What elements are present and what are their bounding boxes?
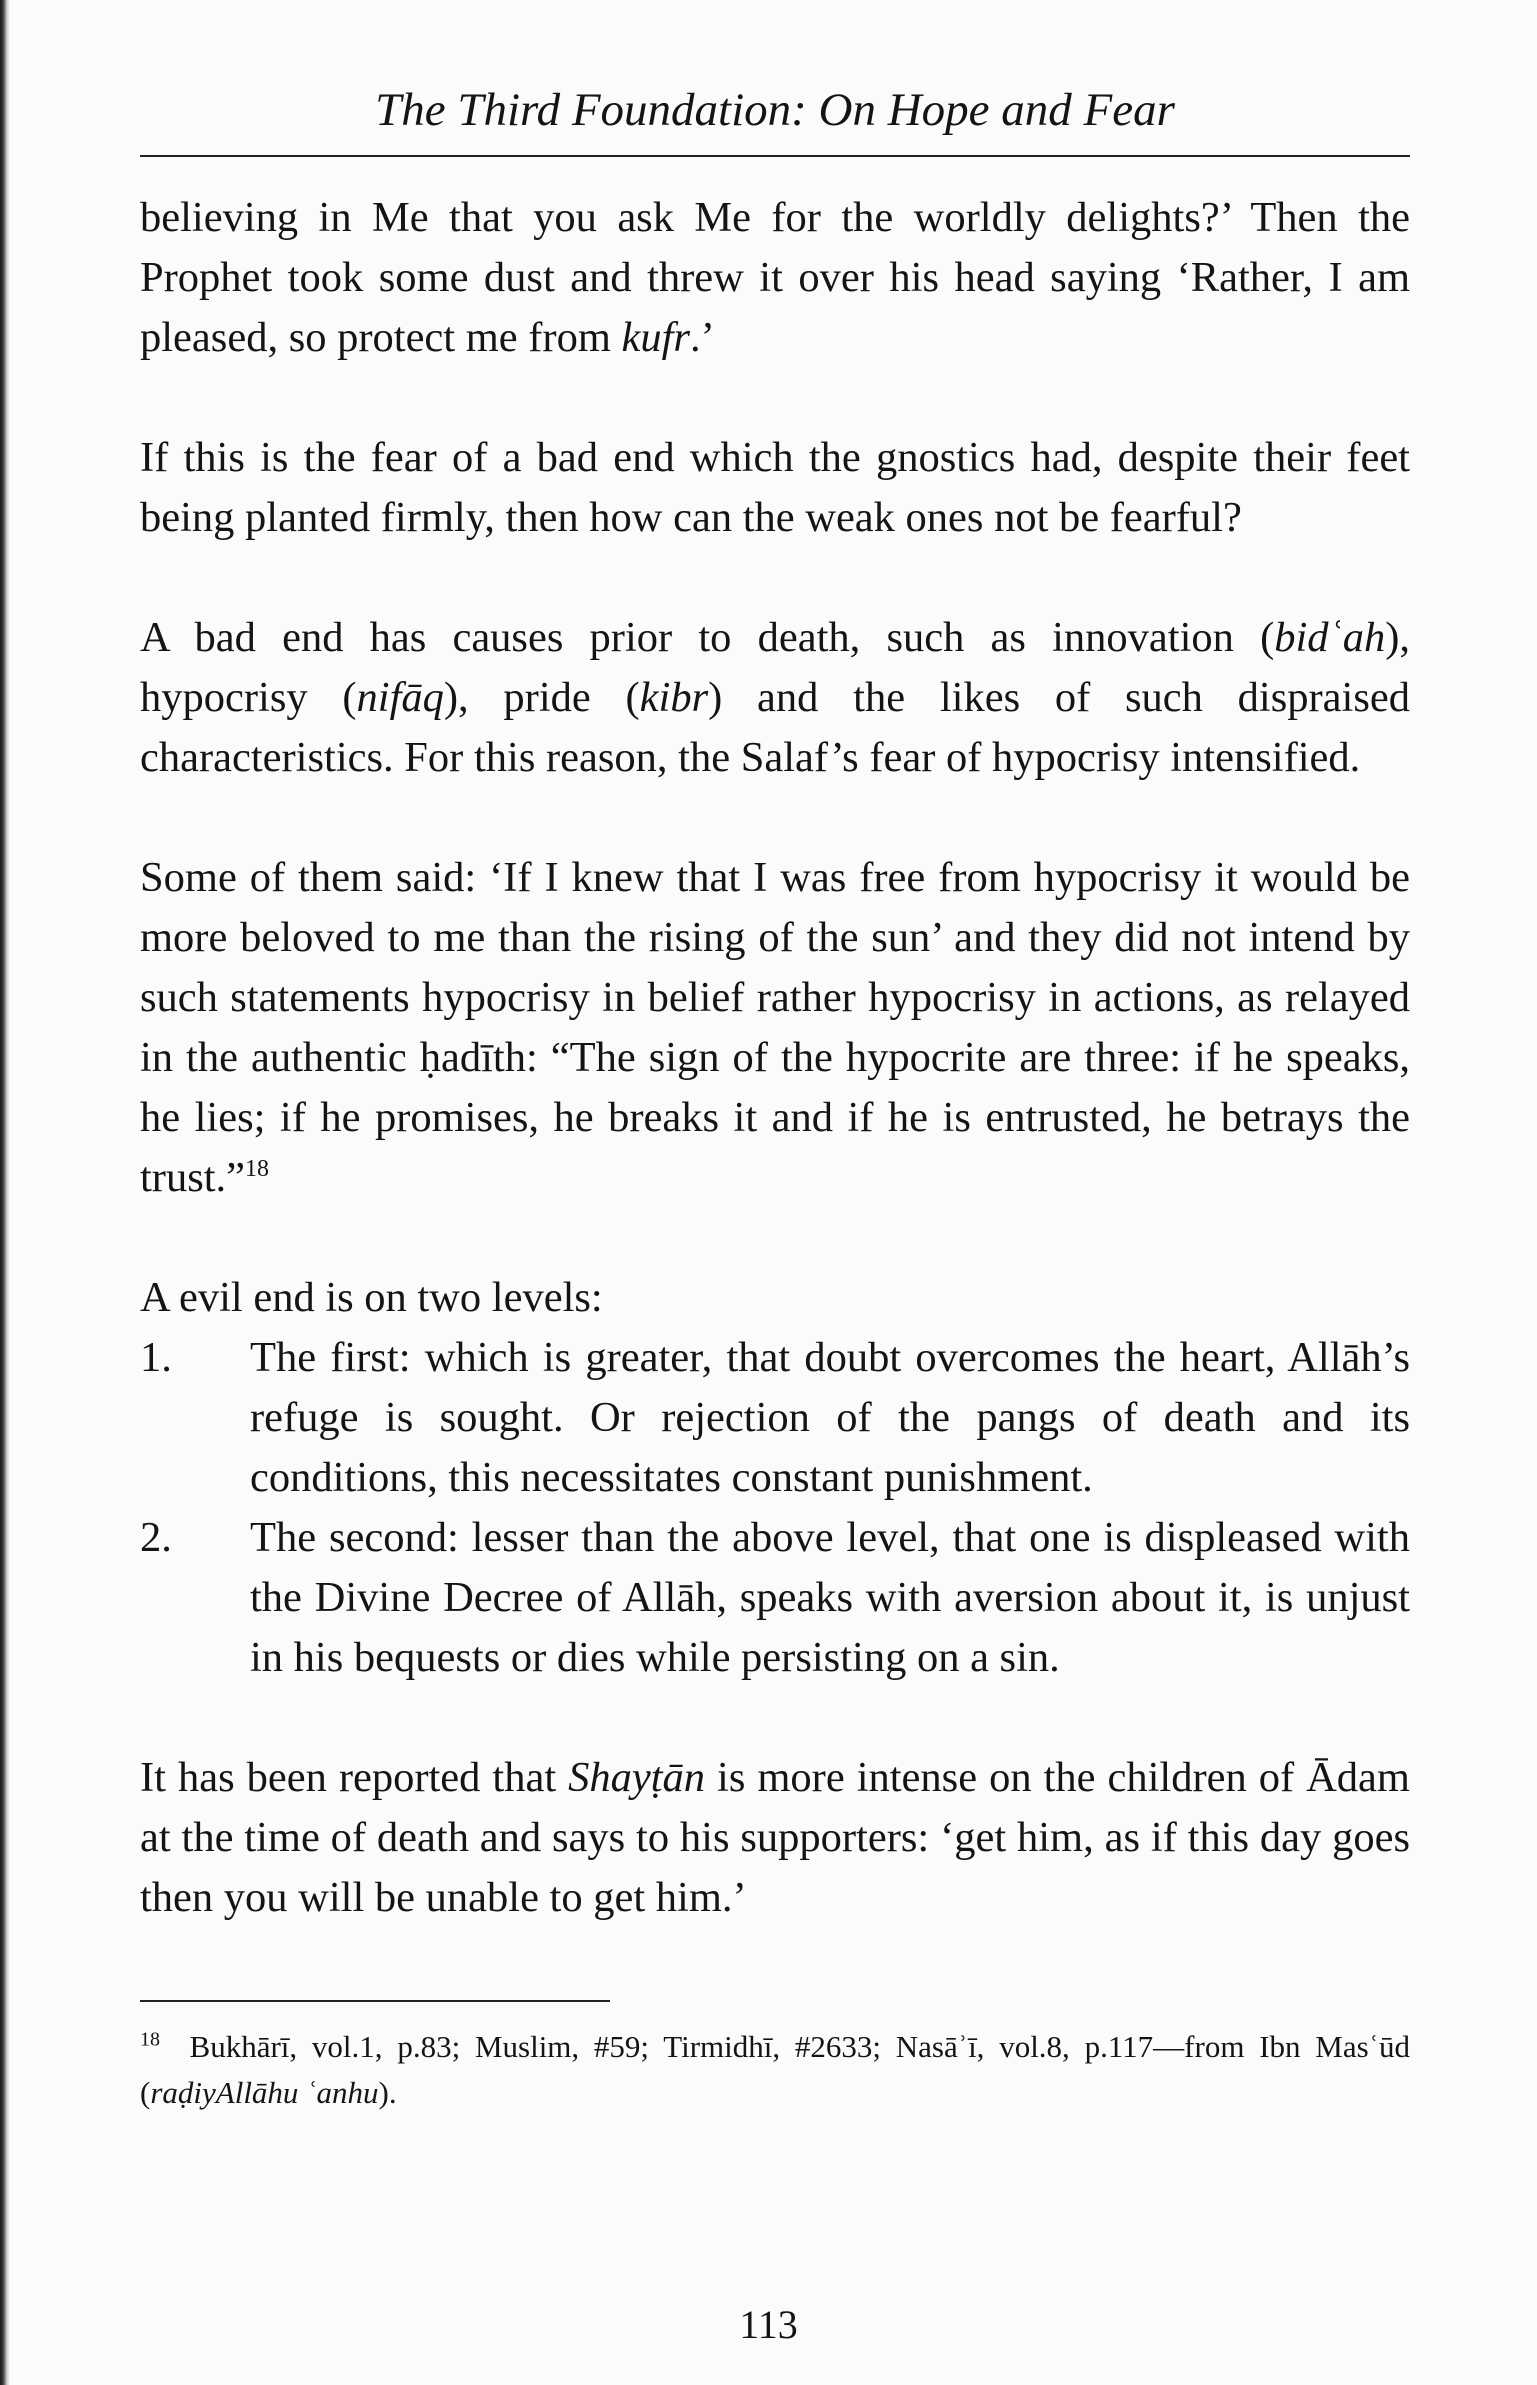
list-number: 1. xyxy=(140,1334,172,1381)
paragraph-2: If this is the fear of a bad end which the gnostics had, despite their feet being planted firmly, then how can the weak ones not be fearful? xyxy=(140,434,1410,541)
body-text xyxy=(140,188,1410,1928)
paragraph-5 xyxy=(140,1748,1410,1928)
footnote-text: Bukhārī, vol.1, p.83; Muslim, #59; Tirmidhī, #2633; Nasāʾī, vol.8, p.117—from Ibn Masʿūd ( xyxy=(140,2029,1411,2110)
levels-list xyxy=(140,1328,1410,1688)
paragraph-4-text: Some of them said: ‘If I knew that I was free from hypocrisy it would be more beloved to me than the rising of the sun’ and they did not intend by such statements hypocrisy in belief rather hypocrisy in actions, as relayed in the authentic ḥadīth: “The sign of the hypocrite are three: if he speaks, he lies; if he promises, he breaks it and if he is entrusted, he betrays the trust.” xyxy=(140,854,1410,1201)
paragraph-3-text-a: A bad end has causes prior to death, such as innovation ( xyxy=(140,614,1275,661)
paragraph-5-text-b: is more intense on the children of Ādam at the time of death and says to his supporters: ‘get him, as if this day goes then you will be unable to get him.’ xyxy=(140,1754,1410,1921)
paragraph-1-text: believing in Me that you ask Me for the worldly delights?’ Then the Prophet took some dust and threw it over his head saying ‘Rather, I am pleased, so protect me from xyxy=(140,194,1410,361)
running-head: The Third Foundation: On Hope and Fear xyxy=(375,84,1175,136)
footnote-rule xyxy=(140,2000,610,2002)
footnote-honorific: raḍiyAllāhu ʿanhu xyxy=(150,2075,379,2110)
paragraph-4 xyxy=(140,848,1410,1208)
footnote xyxy=(140,2024,1410,2116)
term-bidah: bidʿah xyxy=(1274,614,1386,661)
page-binding-edge xyxy=(0,0,10,2385)
paragraph-3-text-d: ) and the likes of such dispraised characteristics. For this reason, the Salaf’s fear of hypocrisy intensified. xyxy=(140,674,1410,781)
list-item xyxy=(140,1508,1410,1688)
header-rule xyxy=(140,155,1410,157)
footnote-reference[interactable]: 18 xyxy=(245,1155,270,1182)
paragraph-5-text-a: It has been reported that xyxy=(140,1754,569,1801)
list-number: 2. xyxy=(140,1514,172,1561)
term-kibr: kibr xyxy=(639,674,709,721)
footnote-number: 18 xyxy=(140,2028,160,2051)
page-number: 113 xyxy=(739,2302,798,2347)
list-item-text: The second: lesser than the above level, that one is displeased with the Divine Decree of Allāh, speaks with aversion about it, is unjust in his bequests or dies while persisting on a sin. xyxy=(250,1514,1410,1681)
term-nifaq: nifāq xyxy=(356,674,444,721)
list-item xyxy=(140,1328,1410,1508)
paragraph-1 xyxy=(140,188,1410,368)
footnote-close: ). xyxy=(378,2075,397,2110)
list-item-text: The first: which is greater, that doubt overcomes the heart, Allāh’s refuge is sought. Or rejection of the pangs of death and its conditions, this necessitates constant punishment. xyxy=(250,1334,1410,1501)
paragraph-3-text-b: ), hypocrisy ( xyxy=(140,614,1410,721)
levels-intro: A evil end is on two levels: xyxy=(140,1274,603,1321)
paragraph-3-text-c: ), pride ( xyxy=(443,674,640,721)
term-shaytan: Shayṭān xyxy=(568,1754,706,1801)
term-kufr: kufr xyxy=(621,314,690,361)
paragraph-3 xyxy=(140,608,1410,788)
paragraph-1-end: .’ xyxy=(689,314,715,361)
